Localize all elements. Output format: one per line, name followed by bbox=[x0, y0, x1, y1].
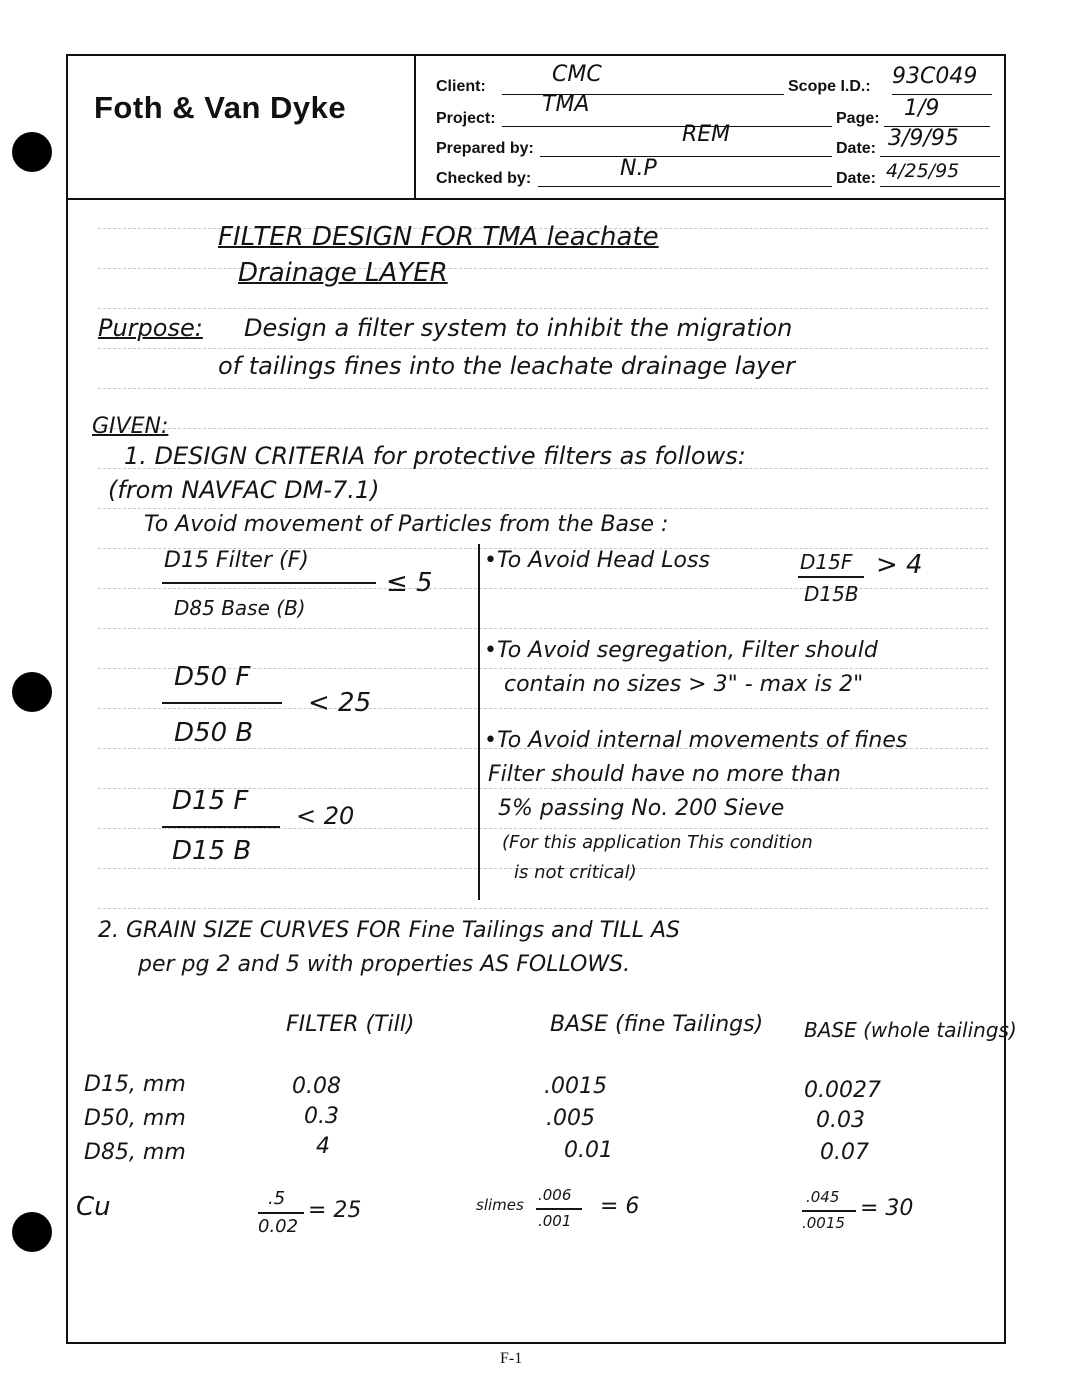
grid-line bbox=[98, 708, 988, 709]
note-internal-line3: 5% passing No. 200 Sieve bbox=[498, 796, 785, 821]
d15-base-fine-value: .0015 bbox=[544, 1074, 607, 1099]
note-segregation-line2: contain no sizes > 3" - max is 2" bbox=[504, 672, 864, 697]
column-header-base-whole: BASE (whole tailings) bbox=[804, 1018, 1017, 1042]
page-footer: F-1 bbox=[500, 1350, 523, 1367]
checked-label: Checked by: bbox=[436, 170, 532, 187]
criterion2-fraction-bar bbox=[162, 702, 282, 704]
project-line bbox=[502, 126, 832, 127]
criterion3-fraction-bar bbox=[162, 826, 280, 828]
prepared-value: REM bbox=[682, 122, 731, 147]
criterion1-fraction-bar bbox=[162, 582, 376, 584]
cu-slimes-prefix: slimes bbox=[476, 1196, 524, 1214]
firm-name: Foth & Van Dyke bbox=[94, 90, 347, 125]
cu-base-fine-result: = 6 bbox=[600, 1194, 640, 1219]
punch-hole-top bbox=[12, 132, 52, 172]
punch-hole-middle bbox=[12, 672, 52, 712]
d85-base-fine-value: 0.01 bbox=[564, 1138, 613, 1163]
project-value: TMA bbox=[542, 92, 590, 117]
notes-divider bbox=[478, 544, 480, 900]
scope-label: Scope I.D.: bbox=[788, 78, 871, 95]
grid-line bbox=[98, 428, 988, 429]
calculation-sheet bbox=[66, 54, 1017, 1344]
cu-label: Cu bbox=[76, 1192, 111, 1222]
note-head-loss-numerator: D15F bbox=[800, 550, 853, 574]
client-label: Client: bbox=[436, 78, 486, 95]
cu-filter-numerator: .5 bbox=[268, 1188, 286, 1209]
page-value: 1/9 bbox=[904, 96, 940, 121]
date2-label: Date: bbox=[836, 170, 877, 187]
prepared-label: Prepared by: bbox=[436, 140, 534, 157]
page-label: Page: bbox=[836, 110, 880, 127]
cu-base-whole-fraction-bar bbox=[802, 1210, 856, 1212]
cu-filter-fraction-bar bbox=[258, 1212, 304, 1214]
note-segregation-line1: •To Avoid segregation, Filter should bbox=[484, 638, 878, 663]
cu-filter-result: = 25 bbox=[308, 1198, 362, 1223]
cu-base-whole-result: = 30 bbox=[860, 1196, 914, 1221]
grain-size-heading-line2: per pg 2 and 5 with properties AS FOLLOWS. bbox=[138, 952, 631, 977]
grid-line bbox=[98, 908, 988, 909]
column-header-filter: FILTER (Till) bbox=[286, 1012, 415, 1037]
column-header-base-fine: BASE (fine Tailings) bbox=[550, 1012, 764, 1037]
header-vertical-divider bbox=[414, 56, 416, 198]
note-head-loss-denominator: D15B bbox=[804, 582, 859, 606]
avoid-movement-heading: To Avoid movement of Particles from the Base : bbox=[144, 512, 669, 537]
cu-base-fine-fraction-bar bbox=[536, 1208, 582, 1210]
d15-base-whole-value: 0.0027 bbox=[804, 1078, 881, 1103]
date1-value: 3/9/95 bbox=[888, 126, 959, 151]
d15-filter-value: 0.08 bbox=[292, 1074, 341, 1099]
note-head-loss: •To Avoid Head Loss bbox=[484, 548, 710, 573]
grid-line bbox=[98, 828, 988, 829]
date1-label: Date: bbox=[836, 140, 877, 157]
checked-value: N.P bbox=[620, 156, 657, 181]
grid-line bbox=[98, 388, 988, 389]
criterion1-denominator: D85 Base (B) bbox=[174, 596, 306, 620]
date2-line bbox=[880, 186, 1000, 187]
note-internal-line4: (For this application This condition bbox=[502, 832, 813, 853]
scope-value: 93C049 bbox=[892, 64, 978, 89]
grid-line bbox=[98, 308, 988, 309]
purpose-line1: Design a filter system to inhibit the migration bbox=[244, 314, 793, 342]
criterion3-numerator: D15 F bbox=[172, 786, 249, 816]
cu-filter-denominator: 0.02 bbox=[258, 1216, 299, 1237]
date1-line bbox=[880, 156, 1000, 157]
project-label: Project: bbox=[436, 110, 496, 127]
criteria-source: (from NAVFAC DM-7.1) bbox=[108, 476, 380, 504]
grid-line bbox=[98, 348, 988, 349]
row-label-d85: D85, mm bbox=[84, 1140, 186, 1165]
d50-base-fine-value: .005 bbox=[546, 1106, 595, 1131]
note-internal-line5: is not critical) bbox=[514, 862, 637, 883]
checked-line bbox=[538, 186, 832, 187]
criterion1-operator: ≤ 5 bbox=[386, 568, 433, 598]
row-label-d15: D15, mm bbox=[84, 1072, 186, 1097]
d50-base-whole-value: 0.03 bbox=[816, 1108, 865, 1133]
note-head-loss-operator: > 4 bbox=[876, 550, 923, 580]
criterion3-operator: < 20 bbox=[296, 802, 355, 830]
header-divider bbox=[68, 198, 1004, 200]
row-label-d50: D50, mm bbox=[84, 1106, 186, 1131]
scope-line bbox=[892, 94, 992, 95]
punch-hole-bottom bbox=[12, 1212, 52, 1252]
cu-base-whole-denominator: .0015 bbox=[802, 1214, 845, 1232]
purpose-label: Purpose: bbox=[98, 314, 203, 342]
cu-base-fine-numerator: .006 bbox=[538, 1186, 572, 1204]
note-internal-line1: •To Avoid internal movements of fines bbox=[484, 728, 908, 753]
grid-line bbox=[98, 628, 988, 629]
criterion2-numerator: D50 F bbox=[174, 662, 251, 692]
client-value: CMC bbox=[552, 62, 602, 87]
sheet-title-line2: Drainage LAYER bbox=[238, 258, 448, 288]
given-label: GIVEN: bbox=[92, 414, 169, 439]
note-internal-line2: Filter should have no more than bbox=[488, 762, 841, 787]
grain-size-heading-line1: 2. GRAIN SIZE CURVES FOR Fine Tailings and TILL AS bbox=[98, 918, 681, 943]
grid-line bbox=[98, 268, 988, 269]
d85-filter-value: 4 bbox=[316, 1134, 330, 1159]
criterion2-denominator: D50 B bbox=[174, 718, 254, 748]
criteria-heading: 1. DESIGN CRITERIA for protective filters as follows: bbox=[124, 442, 746, 470]
note-head-loss-fraction-bar bbox=[798, 576, 864, 578]
cu-base-whole-numerator: .045 bbox=[806, 1188, 840, 1206]
purpose-line2: of tailings fines into the leachate drainage layer bbox=[218, 352, 795, 380]
cu-base-fine-denominator: .001 bbox=[538, 1212, 572, 1230]
criterion3-denominator: D15 B bbox=[172, 836, 252, 866]
criterion1-numerator: D15 Filter (F) bbox=[164, 548, 309, 573]
criterion2-operator: < 25 bbox=[308, 688, 372, 718]
d50-filter-value: 0.3 bbox=[304, 1104, 339, 1129]
sheet-title-line1: FILTER DESIGN FOR TMA leachate bbox=[218, 222, 659, 252]
date2-value: 4/25/95 bbox=[886, 160, 960, 182]
grid-line bbox=[98, 508, 988, 509]
d85-base-whole-value: 0.07 bbox=[820, 1140, 869, 1165]
prepared-line bbox=[540, 156, 832, 157]
